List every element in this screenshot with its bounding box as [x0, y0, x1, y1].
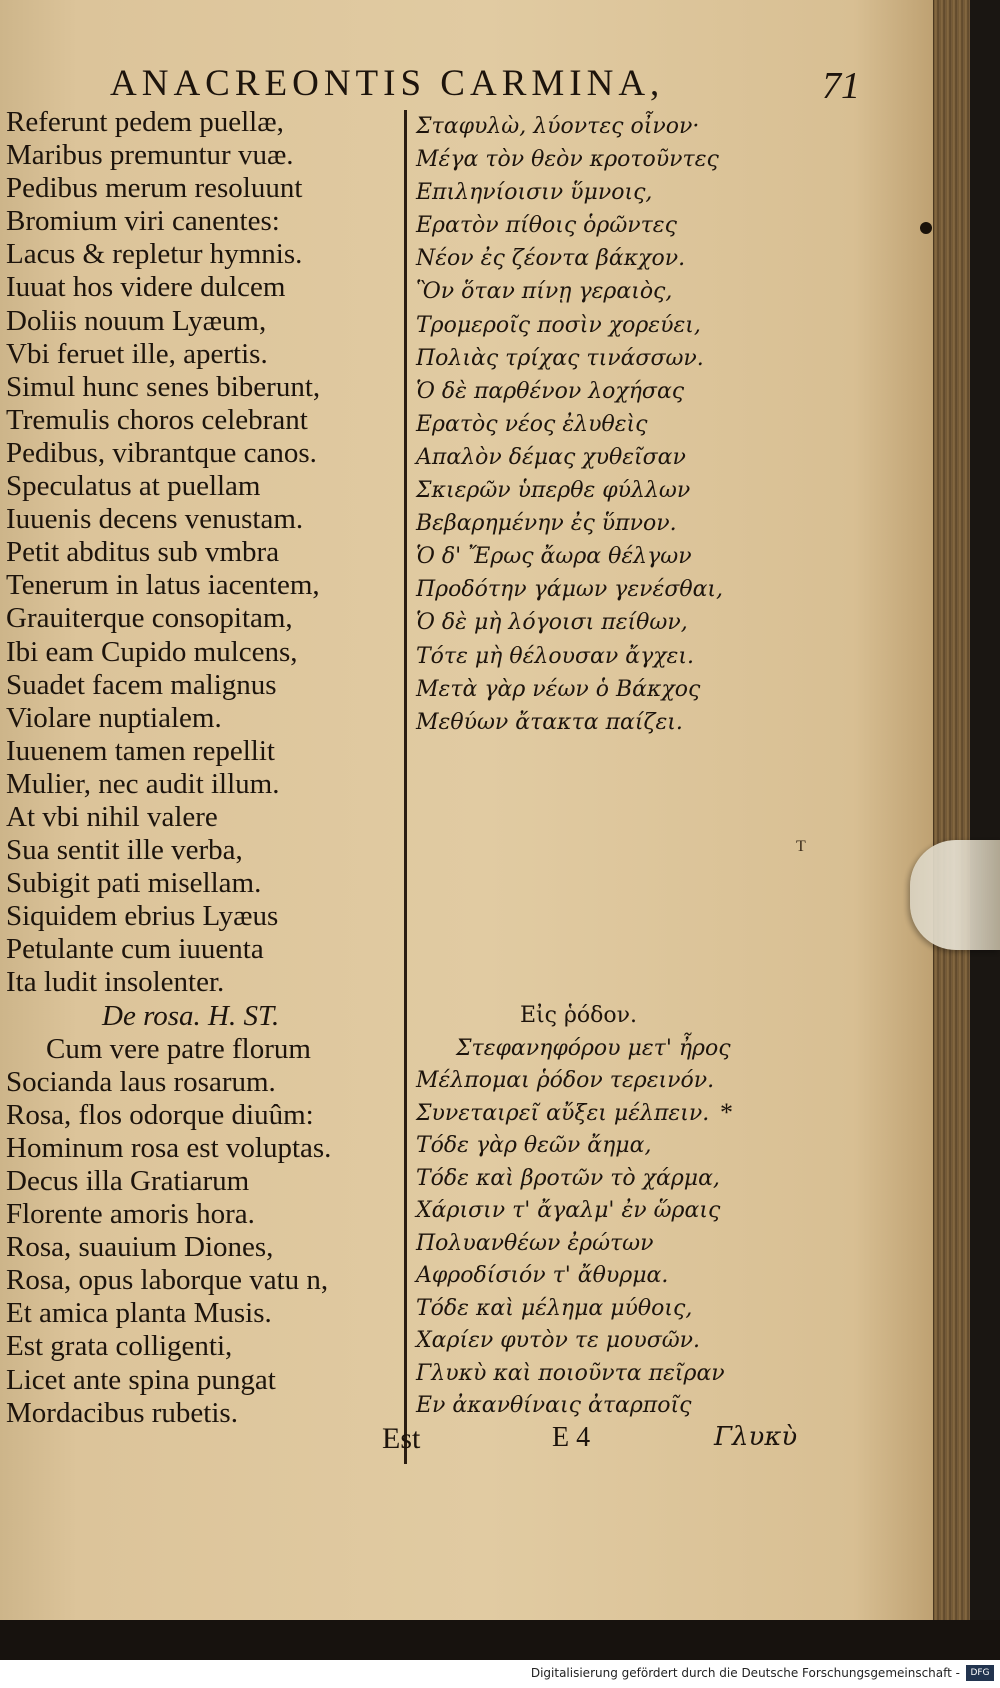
latin-line: Petit abditus sub vmbra [6, 536, 280, 569]
greek-line: Ὁ δὲ μὴ λόγοισι πείθων, [416, 610, 688, 636]
latin-line: Vbi feruet ille, apertis. [6, 337, 268, 370]
greek-line: Ὁ δ' Ἔρως ἄωρα θέλγων [416, 544, 692, 570]
latin-line: Iuuat hos videre dulcem [6, 271, 286, 304]
latin-line: Rosa, suauium Diones, [6, 1231, 274, 1264]
greek-line: Τόδε γὰρ θεῶν ἄημα, [416, 1133, 652, 1158]
greek-line: Ὁ δὲ παρθένον λοχήσας [416, 378, 685, 404]
latin-line: Bromium viri canentes: [6, 205, 280, 238]
latin-line: Petulante cum iuuenta [6, 933, 264, 966]
page-number: 71 [822, 65, 860, 107]
latin-line: Doliis nouum Lyæum, [6, 304, 267, 337]
latin-line: Tenerum in latus iacentem, [6, 569, 320, 602]
latin-line: Mordacibus rubetis. [6, 1396, 238, 1429]
greek-line: Απαλὸν δέμας χυθεῖσαν [416, 444, 686, 470]
latin-line: Lacus & repletur hymnis. [6, 238, 303, 271]
latin-line: Violare nuptialem. [6, 701, 222, 734]
latin-line: Est grata colligenti, [6, 1330, 233, 1363]
greek-column-upper [416, 110, 776, 739]
credit-bar [0, 1660, 1000, 1688]
latin-line: Subigit pati misellam. [6, 867, 262, 900]
latin-line: At vbi nihil valere [6, 800, 218, 833]
signature-mark: E 4 [552, 1422, 591, 1453]
latin-line: Maribus premuntur vuæ. [6, 139, 294, 172]
latin-line: Speculatus at puellam [6, 470, 261, 503]
latin-line: Simul hunc senes biberunt, [6, 370, 321, 403]
greek-line: Τόδε καὶ μέλημα μύθοις, [416, 1295, 693, 1321]
bookmark-clip [910, 840, 1000, 950]
latin-line: Socianda laus rosarum. [6, 1065, 276, 1098]
latin-line: Iuuenem tamen repellit [6, 734, 275, 767]
latin-line: Florente amoris hora. [6, 1198, 255, 1231]
greek-line: Επιληνίοισιν ὕμνοις, [416, 180, 653, 206]
greek-line: Μέγα τὸν θεὸν κροτοῦντες [416, 147, 719, 173]
latin-section-heading: De rosa. H. ST. [102, 999, 280, 1032]
greek-line: Μέλπομαι ῥόδον τερεινόν. [416, 1068, 715, 1093]
greek-line: Ερατὸν πίθοις ὁρῶντες [416, 213, 677, 239]
greek-line: Συνεταιρεῖ αὔξει μέλπειν. [416, 1100, 710, 1126]
credit-text: Digitalisierung gefördert durch die Deutsche Forschungsgemeinschaft - [530, 1666, 960, 1680]
greek-line: Σκιερῶν ὑπερθε φύλλων [416, 478, 691, 504]
latin-line: Decus illa Gratiarum [6, 1165, 250, 1197]
latin-line: Grauiterque consopitam, [6, 602, 293, 635]
latin-line: Siquidem ebrius Lyæus [6, 900, 279, 933]
greek-line: Τότε μὴ θέλουσαν ἄγχει. [416, 643, 694, 669]
catchword-greek: Γλυκὺ [714, 1422, 798, 1452]
margin-tick-mark: T [796, 838, 806, 855]
greek-line: Εν ἀκανθίναις ἀταρποῖς [416, 1393, 692, 1418]
greek-line: Πολιὰς τρίχας τινάσσων. [416, 345, 704, 371]
greek-line: Νέον ἐς ζέοντα βάκχον. [416, 246, 686, 272]
latin-line: Ibi eam Cupido mulcens, [6, 635, 298, 668]
running-header [110, 62, 870, 112]
greek-line: Ὃν ὅταν πίνῃ γεραιὸς, [416, 279, 673, 305]
latin-line: Iuuenis decens venustam. [6, 503, 304, 536]
greek-line: Προδότην γάμων γενέσθαι, [416, 577, 724, 603]
running-title: ANACREONTIS CARMINA, [110, 63, 665, 104]
margin-star-mark: * [720, 1098, 733, 1127]
latin-line: Cum vere patre florum [46, 1032, 311, 1065]
greek-line: Χάρισιν τ' ἄγαλμ' ἐν ὥραις [416, 1198, 721, 1223]
greek-line: Τρομεροῖς ποσὶν χορεύει, [416, 312, 701, 338]
latin-line: Suadet facem malignus [6, 668, 277, 701]
greek-line: Τόδε καὶ βροτῶν τὸ χάρμα, [416, 1165, 720, 1191]
greek-column-lower [416, 1000, 776, 1423]
greek-line: Αφροδίσιόν τ' ἄθυρμα. [416, 1263, 669, 1288]
greek-line: Μετὰ γὰρ νέων ὁ Βάκχος [416, 676, 701, 702]
margin-ink-dot [920, 222, 932, 234]
catchword-latin: Est [382, 1422, 421, 1455]
greek-line: Μεθύων ἄτακτα παίζει. [416, 709, 683, 735]
greek-line: Ερατὸς νέος ἐλυθεὶς [416, 411, 648, 437]
latin-line: Sua sentit ille verba, [6, 834, 243, 867]
latin-line: Referunt pedem puellæ, [6, 106, 284, 138]
latin-line: Mulier, nec audit illum. [6, 767, 280, 800]
column-rule-lower [404, 800, 407, 1464]
latin-line: Hominum rosa est voluptas. [6, 1131, 332, 1164]
greek-section-heading: Εἰς ῥόδον. [520, 1003, 638, 1028]
page-footer [0, 1422, 970, 1462]
latin-line: Rosa, flos odorque diuûm: [6, 1098, 314, 1131]
latin-line: Ita ludit insolenter. [6, 966, 225, 999]
greek-line: Πολυανθέων ἐρώτων [416, 1230, 654, 1256]
latin-line: Et amica planta Musis. [6, 1297, 272, 1330]
latin-line: Pedibus merum resoluunt [6, 172, 303, 205]
greek-line: Χαρίεν φυτὸν τε μουσῶν. [416, 1328, 701, 1353]
greek-line: Σταφυλὼ, λύοντες οἶνον· [416, 114, 700, 139]
latin-line: Pedibus, vibrantque canos. [6, 436, 317, 469]
dfg-logo: DFG [966, 1665, 994, 1681]
latin-line: Licet ante spina pungat [6, 1363, 276, 1396]
greek-line: Γλυκὺ καὶ ποιοῦντα πεῖραν [416, 1360, 725, 1386]
greek-line: Βεβαρημένην ἐς ὕπνον. [416, 511, 677, 537]
scan-background [0, 1620, 1000, 1660]
page-edge-stack [933, 0, 970, 1620]
column-rule-upper [404, 110, 407, 800]
latin-line: Rosa, opus laborque vatu n, [6, 1264, 329, 1297]
greek-line: Στεφανηφόρου μετ' ἦρος [456, 1035, 731, 1061]
latin-column [6, 106, 406, 1430]
latin-line: Tremulis choros celebrant [6, 403, 308, 436]
